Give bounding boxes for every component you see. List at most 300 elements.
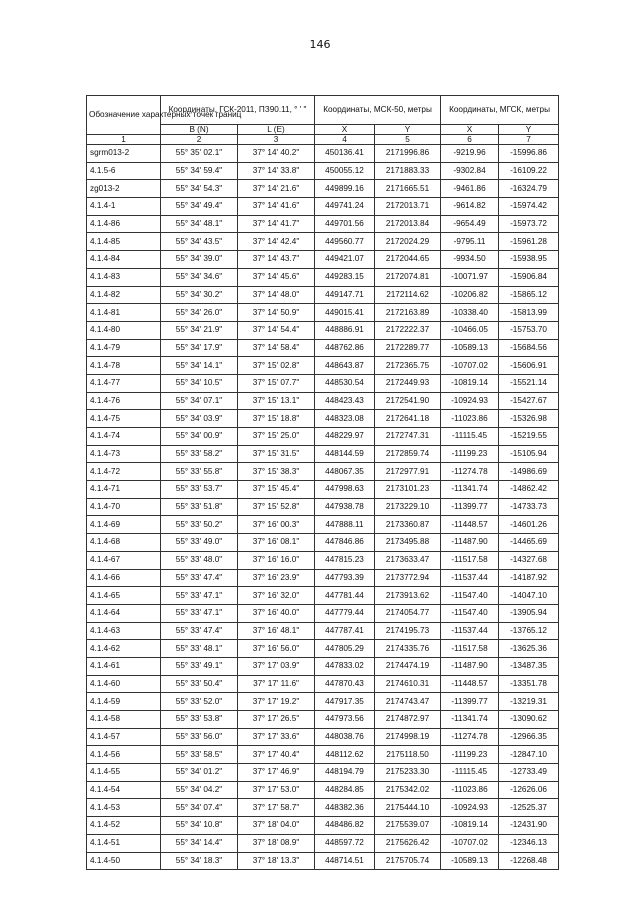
table-row bbox=[87, 834, 559, 852]
msk-x-cell: 449015.41 bbox=[315, 304, 375, 322]
table-row bbox=[87, 268, 559, 286]
point-id-cell: 4.1.4-60 bbox=[87, 675, 161, 693]
table-row bbox=[87, 746, 559, 764]
table-row bbox=[87, 604, 559, 622]
latitude-cell: 55° 34' 14.1" bbox=[161, 357, 238, 375]
latitude-cell: 55° 33' 47.4" bbox=[161, 569, 238, 587]
mgsk-y-cell: -15219.55 bbox=[499, 428, 559, 446]
table-row bbox=[87, 392, 559, 410]
msk-y-cell: 2175539.07 bbox=[375, 817, 441, 835]
mgsk-y-cell: -13219.31 bbox=[499, 693, 559, 711]
mgsk-x-cell: -9302.84 bbox=[441, 162, 499, 180]
table-row bbox=[87, 711, 559, 729]
column-number-2: 2 bbox=[161, 135, 238, 145]
msk-x-cell: 449283.15 bbox=[315, 268, 375, 286]
point-id-cell: 4.1.4-70 bbox=[87, 498, 161, 516]
mgsk-y-cell: -14327.68 bbox=[499, 551, 559, 569]
latitude-cell: 55° 33' 52.0" bbox=[161, 693, 238, 711]
latitude-cell: 55° 33' 51.8" bbox=[161, 498, 238, 516]
latitude-cell: 55° 33' 48.0" bbox=[161, 551, 238, 569]
mgsk-y-cell: -15684.56 bbox=[499, 339, 559, 357]
msk-y-cell: 2172114.62 bbox=[375, 286, 441, 304]
table-row bbox=[87, 852, 559, 870]
point-id-cell: 4.1.4-81 bbox=[87, 304, 161, 322]
mgsk-y-cell: -15427.67 bbox=[499, 392, 559, 410]
mgsk-x-cell: -11341.74 bbox=[441, 481, 499, 499]
msk-y-cell: 2171665.51 bbox=[375, 180, 441, 198]
longitude-cell: 37° 17' 53.0" bbox=[238, 781, 315, 799]
point-id-cell: 4.1.4-57 bbox=[87, 728, 161, 746]
mgsk-x-cell: -11274.78 bbox=[441, 463, 499, 481]
msk-y-cell: 2173772.94 bbox=[375, 569, 441, 587]
point-id-cell: 4.1.4-84 bbox=[87, 251, 161, 269]
msk-x-cell: 447973.56 bbox=[315, 711, 375, 729]
table-row bbox=[87, 817, 559, 835]
msk-x-cell: 448284.85 bbox=[315, 781, 375, 799]
mgsk-y-cell: -12268.48 bbox=[499, 852, 559, 870]
mgsk-x-cell: -10924.93 bbox=[441, 799, 499, 817]
longitude-cell: 37° 16' 56.0" bbox=[238, 640, 315, 658]
point-id-cell: 4.1.4-69 bbox=[87, 516, 161, 534]
mgsk-x-cell: -9614.82 bbox=[441, 198, 499, 216]
msk-y-cell: 2172024.29 bbox=[375, 233, 441, 251]
longitude-cell: 37° 16' 00.3" bbox=[238, 516, 315, 534]
msk-y-cell: 2173229.10 bbox=[375, 498, 441, 516]
point-id-cell: 4.1.4-83 bbox=[87, 268, 161, 286]
msk-x-cell: 448144.59 bbox=[315, 445, 375, 463]
table-body bbox=[87, 145, 559, 870]
mgsk-x-cell: -9795.11 bbox=[441, 233, 499, 251]
table-row bbox=[87, 198, 559, 216]
msk-x-cell: 448597.72 bbox=[315, 834, 375, 852]
longitude-cell: 37° 15' 18.8" bbox=[238, 410, 315, 428]
latitude-cell: 55° 33' 47.1" bbox=[161, 604, 238, 622]
header-msk-x: X bbox=[315, 125, 375, 135]
longitude-cell: 37° 16' 40.0" bbox=[238, 604, 315, 622]
point-id-cell: 4.1.4-1 bbox=[87, 198, 161, 216]
longitude-cell: 37° 15' 31.5" bbox=[238, 445, 315, 463]
msk-y-cell: 2172747.31 bbox=[375, 428, 441, 446]
longitude-cell: 37° 14' 41.7" bbox=[238, 215, 315, 233]
mgsk-x-cell: -11547.40 bbox=[441, 604, 499, 622]
table-row bbox=[87, 781, 559, 799]
msk-y-cell: 2173913.62 bbox=[375, 587, 441, 605]
latitude-cell: 55° 34' 10.5" bbox=[161, 374, 238, 392]
table-row bbox=[87, 445, 559, 463]
mgsk-x-cell: -11341.74 bbox=[441, 711, 499, 729]
point-id-cell: sgrm013-2 bbox=[87, 145, 161, 163]
point-id-cell: 4.1.4-71 bbox=[87, 481, 161, 499]
point-id-cell: 4.1.4-72 bbox=[87, 463, 161, 481]
latitude-cell: 55° 34' 00.9" bbox=[161, 428, 238, 446]
point-id-cell: 4.1.4-86 bbox=[87, 215, 161, 233]
column-number-4: 4 bbox=[315, 135, 375, 145]
msk-y-cell: 2175342.02 bbox=[375, 781, 441, 799]
latitude-cell: 55° 33' 47.4" bbox=[161, 622, 238, 640]
mgsk-x-cell: -11399.77 bbox=[441, 498, 499, 516]
longitude-cell: 37° 16' 16.0" bbox=[238, 551, 315, 569]
msk-y-cell: 2172163.89 bbox=[375, 304, 441, 322]
msk-x-cell: 449560.77 bbox=[315, 233, 375, 251]
msk-x-cell: 447870.43 bbox=[315, 675, 375, 693]
header-msk: Координаты, МСК-50, метры bbox=[315, 96, 441, 125]
point-id-cell: 4.1.4-67 bbox=[87, 551, 161, 569]
msk-y-cell: 2175118.50 bbox=[375, 746, 441, 764]
header-b: B (N) bbox=[161, 125, 238, 135]
msk-x-cell: 448423.43 bbox=[315, 392, 375, 410]
mgsk-x-cell: -10819.14 bbox=[441, 817, 499, 835]
mgsk-y-cell: -14986.69 bbox=[499, 463, 559, 481]
mgsk-y-cell: -15973.72 bbox=[499, 215, 559, 233]
point-id-cell: zg013-2 bbox=[87, 180, 161, 198]
table-row bbox=[87, 693, 559, 711]
mgsk-x-cell: -11517.58 bbox=[441, 640, 499, 658]
point-id-cell: 4.1.4-61 bbox=[87, 657, 161, 675]
latitude-cell: 55° 33' 48.1" bbox=[161, 640, 238, 658]
latitude-cell: 55° 33' 53.7" bbox=[161, 481, 238, 499]
mgsk-x-cell: -11274.78 bbox=[441, 728, 499, 746]
point-id-cell: 4.1.4-73 bbox=[87, 445, 161, 463]
table-row bbox=[87, 428, 559, 446]
longitude-cell: 37° 17' 19.2" bbox=[238, 693, 315, 711]
latitude-cell: 55° 34' 18.3" bbox=[161, 852, 238, 870]
mgsk-x-cell: -11487.90 bbox=[441, 657, 499, 675]
mgsk-x-cell: -11517.58 bbox=[441, 551, 499, 569]
table-row bbox=[87, 251, 559, 269]
table-row bbox=[87, 304, 559, 322]
mgsk-x-cell: -10819.14 bbox=[441, 374, 499, 392]
longitude-cell: 37° 15' 07.7" bbox=[238, 374, 315, 392]
mgsk-x-cell: -9934.50 bbox=[441, 251, 499, 269]
point-id-cell: 4.1.4-63 bbox=[87, 622, 161, 640]
msk-x-cell: 448886.91 bbox=[315, 321, 375, 339]
table-row bbox=[87, 622, 559, 640]
header-msk-y: Y bbox=[375, 125, 441, 135]
point-id-cell: 4.1.4-55 bbox=[87, 764, 161, 782]
latitude-cell: 55° 34' 04.2" bbox=[161, 781, 238, 799]
msk-y-cell: 2175626.42 bbox=[375, 834, 441, 852]
point-id-cell: 4.1.4-50 bbox=[87, 852, 161, 870]
latitude-cell: 55° 34' 14.4" bbox=[161, 834, 238, 852]
latitude-cell: 55° 33' 58.5" bbox=[161, 746, 238, 764]
msk-y-cell: 2172541.90 bbox=[375, 392, 441, 410]
latitude-cell: 55° 34' 10.8" bbox=[161, 817, 238, 835]
mgsk-x-cell: -11547.40 bbox=[441, 587, 499, 605]
table-row bbox=[87, 180, 559, 198]
mgsk-y-cell: -15326.98 bbox=[499, 410, 559, 428]
table-row bbox=[87, 463, 559, 481]
mgsk-y-cell: -16324.79 bbox=[499, 180, 559, 198]
mgsk-y-cell: -13765.12 bbox=[499, 622, 559, 640]
longitude-cell: 37° 14' 50.9" bbox=[238, 304, 315, 322]
point-id-cell: 4.1.4-74 bbox=[87, 428, 161, 446]
longitude-cell: 37° 16' 08.1" bbox=[238, 534, 315, 552]
longitude-cell: 37° 16' 48.1" bbox=[238, 622, 315, 640]
longitude-cell: 37° 15' 45.4" bbox=[238, 481, 315, 499]
longitude-cell: 37° 16' 23.9" bbox=[238, 569, 315, 587]
msk-y-cell: 2174335.76 bbox=[375, 640, 441, 658]
msk-y-cell: 2174195.73 bbox=[375, 622, 441, 640]
latitude-cell: 55° 34' 54.3" bbox=[161, 180, 238, 198]
longitude-cell: 37° 16' 32.0" bbox=[238, 587, 315, 605]
msk-y-cell: 2174872.97 bbox=[375, 711, 441, 729]
latitude-cell: 55° 33' 55.8" bbox=[161, 463, 238, 481]
header-gsk: Координаты, ГСК-2011, ПЗ90.11, ° ' " bbox=[161, 96, 315, 125]
mgsk-x-cell: -10589.13 bbox=[441, 339, 499, 357]
point-id-cell: 4.1.4-52 bbox=[87, 817, 161, 835]
msk-y-cell: 2171883.33 bbox=[375, 162, 441, 180]
longitude-cell: 37° 14' 42.4" bbox=[238, 233, 315, 251]
header-l: L (E) bbox=[238, 125, 315, 135]
longitude-cell: 37° 17' 40.4" bbox=[238, 746, 315, 764]
page-number: 146 bbox=[309, 38, 331, 51]
mgsk-x-cell: -11537.44 bbox=[441, 569, 499, 587]
latitude-cell: 55° 34' 43.5" bbox=[161, 233, 238, 251]
longitude-cell: 37° 14' 54.4" bbox=[238, 321, 315, 339]
mgsk-x-cell: -11115.45 bbox=[441, 764, 499, 782]
longitude-cell: 37° 14' 48.0" bbox=[238, 286, 315, 304]
column-number-5: 5 bbox=[375, 135, 441, 145]
msk-y-cell: 2172074.81 bbox=[375, 268, 441, 286]
longitude-cell: 37° 17' 46.9" bbox=[238, 764, 315, 782]
msk-y-cell: 2174610.31 bbox=[375, 675, 441, 693]
mgsk-y-cell: -12733.49 bbox=[499, 764, 559, 782]
mgsk-x-cell: -11023.86 bbox=[441, 781, 499, 799]
header-designation: Обозначение характерных точек границ bbox=[87, 96, 161, 135]
latitude-cell: 55° 34' 48.1" bbox=[161, 215, 238, 233]
point-id-cell: 4.1.4-62 bbox=[87, 640, 161, 658]
mgsk-y-cell: -15521.14 bbox=[499, 374, 559, 392]
longitude-cell: 37° 17' 11.6" bbox=[238, 675, 315, 693]
msk-y-cell: 2175705.74 bbox=[375, 852, 441, 870]
latitude-cell: 55° 34' 59.4" bbox=[161, 162, 238, 180]
table-row bbox=[87, 162, 559, 180]
table-row bbox=[87, 516, 559, 534]
msk-x-cell: 447833.02 bbox=[315, 657, 375, 675]
latitude-cell: 55° 33' 58.2" bbox=[161, 445, 238, 463]
longitude-cell: 37° 14' 41.6" bbox=[238, 198, 315, 216]
mgsk-y-cell: -15974.42 bbox=[499, 198, 559, 216]
mgsk-x-cell: -10707.02 bbox=[441, 834, 499, 852]
msk-x-cell: 447793.39 bbox=[315, 569, 375, 587]
table-row bbox=[87, 657, 559, 675]
mgsk-y-cell: -14047.10 bbox=[499, 587, 559, 605]
mgsk-y-cell: -12847.10 bbox=[499, 746, 559, 764]
msk-x-cell: 448762.86 bbox=[315, 339, 375, 357]
mgsk-y-cell: -12431.90 bbox=[499, 817, 559, 835]
longitude-cell: 37° 15' 52.8" bbox=[238, 498, 315, 516]
table-row bbox=[87, 233, 559, 251]
point-id-cell: 4.1.4-53 bbox=[87, 799, 161, 817]
latitude-cell: 55° 34' 26.0" bbox=[161, 304, 238, 322]
longitude-cell: 37° 15' 13.1" bbox=[238, 392, 315, 410]
mgsk-x-cell: -11399.77 bbox=[441, 693, 499, 711]
latitude-cell: 55° 34' 07.1" bbox=[161, 392, 238, 410]
point-id-cell: 4.1.5-6 bbox=[87, 162, 161, 180]
msk-y-cell: 2173101.23 bbox=[375, 481, 441, 499]
mgsk-x-cell: -11023.86 bbox=[441, 410, 499, 428]
mgsk-y-cell: -14733.73 bbox=[499, 498, 559, 516]
mgsk-y-cell: -14465.69 bbox=[499, 534, 559, 552]
mgsk-y-cell: -14601.26 bbox=[499, 516, 559, 534]
msk-x-cell: 448643.87 bbox=[315, 357, 375, 375]
mgsk-y-cell: -13905.94 bbox=[499, 604, 559, 622]
mgsk-x-cell: -9219.96 bbox=[441, 145, 499, 163]
msk-y-cell: 2175444.10 bbox=[375, 799, 441, 817]
mgsk-x-cell: -10338.40 bbox=[441, 304, 499, 322]
point-id-cell: 4.1.4-59 bbox=[87, 693, 161, 711]
latitude-cell: 55° 34' 17.9" bbox=[161, 339, 238, 357]
msk-x-cell: 447781.44 bbox=[315, 587, 375, 605]
header-mgsk-y: Y bbox=[499, 125, 559, 135]
longitude-cell: 37° 14' 58.4" bbox=[238, 339, 315, 357]
table-row bbox=[87, 321, 559, 339]
mgsk-y-cell: -14862.42 bbox=[499, 481, 559, 499]
point-id-cell: 4.1.4-66 bbox=[87, 569, 161, 587]
longitude-cell: 37° 17' 58.7" bbox=[238, 799, 315, 817]
msk-x-cell: 448382.36 bbox=[315, 799, 375, 817]
point-id-cell: 4.1.4-80 bbox=[87, 321, 161, 339]
mgsk-y-cell: -15105.94 bbox=[499, 445, 559, 463]
column-number-3: 3 bbox=[238, 135, 315, 145]
msk-y-cell: 2172044.65 bbox=[375, 251, 441, 269]
msk-x-cell: 448486.82 bbox=[315, 817, 375, 835]
msk-y-cell: 2174474.19 bbox=[375, 657, 441, 675]
column-number-6: 6 bbox=[441, 135, 499, 145]
point-id-cell: 4.1.4-54 bbox=[87, 781, 161, 799]
table-row bbox=[87, 764, 559, 782]
point-id-cell: 4.1.4-51 bbox=[87, 834, 161, 852]
table-row bbox=[87, 215, 559, 233]
column-number-1: 1 bbox=[87, 135, 161, 145]
point-id-cell: 4.1.4-77 bbox=[87, 374, 161, 392]
msk-x-cell: 448530.54 bbox=[315, 374, 375, 392]
mgsk-y-cell: -13090.62 bbox=[499, 711, 559, 729]
table-row bbox=[87, 675, 559, 693]
msk-x-cell: 448714.51 bbox=[315, 852, 375, 870]
header-mgsk: Координаты, МГСК, метры bbox=[441, 96, 559, 125]
msk-y-cell: 2172641.18 bbox=[375, 410, 441, 428]
table-row bbox=[87, 410, 559, 428]
msk-x-cell: 447787.41 bbox=[315, 622, 375, 640]
mgsk-x-cell: -9654.49 bbox=[441, 215, 499, 233]
latitude-cell: 55° 34' 07.4" bbox=[161, 799, 238, 817]
mgsk-y-cell: -13625.36 bbox=[499, 640, 559, 658]
point-id-cell: 4.1.4-64 bbox=[87, 604, 161, 622]
latitude-cell: 55° 33' 50.2" bbox=[161, 516, 238, 534]
longitude-cell: 37° 14' 40.2" bbox=[238, 145, 315, 163]
mgsk-x-cell: -11448.57 bbox=[441, 675, 499, 693]
latitude-cell: 55° 34' 49.4" bbox=[161, 198, 238, 216]
table-row bbox=[87, 374, 559, 392]
msk-x-cell: 449147.71 bbox=[315, 286, 375, 304]
mgsk-y-cell: -15961.28 bbox=[499, 233, 559, 251]
msk-x-cell: 447998.63 bbox=[315, 481, 375, 499]
longitude-cell: 37° 15' 38.3" bbox=[238, 463, 315, 481]
point-id-cell: 4.1.4-75 bbox=[87, 410, 161, 428]
mgsk-y-cell: -12966.35 bbox=[499, 728, 559, 746]
mgsk-y-cell: -13487.35 bbox=[499, 657, 559, 675]
mgsk-y-cell: -15606.91 bbox=[499, 357, 559, 375]
msk-y-cell: 2172013.71 bbox=[375, 198, 441, 216]
msk-y-cell: 2172365.75 bbox=[375, 357, 441, 375]
point-id-cell: 4.1.4-78 bbox=[87, 357, 161, 375]
msk-x-cell: 449741.24 bbox=[315, 198, 375, 216]
table-row bbox=[87, 498, 559, 516]
coordinates-table bbox=[86, 95, 559, 870]
longitude-cell: 37° 18' 08.9" bbox=[238, 834, 315, 852]
longitude-cell: 37° 14' 45.6" bbox=[238, 268, 315, 286]
msk-x-cell: 447846.86 bbox=[315, 534, 375, 552]
mgsk-y-cell: -14187.92 bbox=[499, 569, 559, 587]
msk-y-cell: 2172222.37 bbox=[375, 321, 441, 339]
msk-x-cell: 449421.07 bbox=[315, 251, 375, 269]
table-row bbox=[87, 587, 559, 605]
longitude-cell: 37° 18' 04.0" bbox=[238, 817, 315, 835]
longitude-cell: 37° 17' 26.5" bbox=[238, 711, 315, 729]
table-row bbox=[87, 799, 559, 817]
table-row bbox=[87, 728, 559, 746]
mgsk-y-cell: -15996.86 bbox=[499, 145, 559, 163]
msk-x-cell: 447917.35 bbox=[315, 693, 375, 711]
longitude-cell: 37° 14' 33.8" bbox=[238, 162, 315, 180]
mgsk-x-cell: -10206.82 bbox=[441, 286, 499, 304]
mgsk-y-cell: -15753.70 bbox=[499, 321, 559, 339]
mgsk-x-cell: -10466.05 bbox=[441, 321, 499, 339]
longitude-cell: 37° 17' 03.9" bbox=[238, 657, 315, 675]
msk-x-cell: 448194.79 bbox=[315, 764, 375, 782]
msk-y-cell: 2174054.77 bbox=[375, 604, 441, 622]
point-id-cell: 4.1.4-65 bbox=[87, 587, 161, 605]
latitude-cell: 55° 35' 02.1" bbox=[161, 145, 238, 163]
msk-y-cell: 2173633.47 bbox=[375, 551, 441, 569]
msk-y-cell: 2172449.93 bbox=[375, 374, 441, 392]
msk-x-cell: 450136.41 bbox=[315, 145, 375, 163]
msk-x-cell: 448323.08 bbox=[315, 410, 375, 428]
msk-y-cell: 2172289.77 bbox=[375, 339, 441, 357]
point-id-cell: 4.1.4-85 bbox=[87, 233, 161, 251]
column-number-7: 7 bbox=[499, 135, 559, 145]
point-id-cell: 4.1.4-82 bbox=[87, 286, 161, 304]
mgsk-y-cell: -15938.95 bbox=[499, 251, 559, 269]
table-row bbox=[87, 339, 559, 357]
mgsk-y-cell: -16109.22 bbox=[499, 162, 559, 180]
latitude-cell: 55° 34' 39.0" bbox=[161, 251, 238, 269]
table-row bbox=[87, 551, 559, 569]
mgsk-x-cell: -10071.97 bbox=[441, 268, 499, 286]
msk-y-cell: 2172977.91 bbox=[375, 463, 441, 481]
latitude-cell: 55° 33' 47.1" bbox=[161, 587, 238, 605]
mgsk-x-cell: -11115.45 bbox=[441, 428, 499, 446]
msk-x-cell: 447779.44 bbox=[315, 604, 375, 622]
latitude-cell: 55° 34' 03.9" bbox=[161, 410, 238, 428]
latitude-cell: 55° 33' 49.1" bbox=[161, 657, 238, 675]
table-row bbox=[87, 145, 559, 163]
latitude-cell: 55° 34' 34.6" bbox=[161, 268, 238, 286]
msk-x-cell: 448112.62 bbox=[315, 746, 375, 764]
msk-x-cell: 450055.12 bbox=[315, 162, 375, 180]
mgsk-x-cell: -9461.86 bbox=[441, 180, 499, 198]
msk-y-cell: 2173495.88 bbox=[375, 534, 441, 552]
latitude-cell: 55° 33' 50.4" bbox=[161, 675, 238, 693]
mgsk-x-cell: -10924.93 bbox=[441, 392, 499, 410]
point-id-cell: 4.1.4-76 bbox=[87, 392, 161, 410]
table-row bbox=[87, 357, 559, 375]
longitude-cell: 37° 18' 13.3" bbox=[238, 852, 315, 870]
point-id-cell: 4.1.4-56 bbox=[87, 746, 161, 764]
msk-x-cell: 447888.11 bbox=[315, 516, 375, 534]
latitude-cell: 55° 33' 53.8" bbox=[161, 711, 238, 729]
